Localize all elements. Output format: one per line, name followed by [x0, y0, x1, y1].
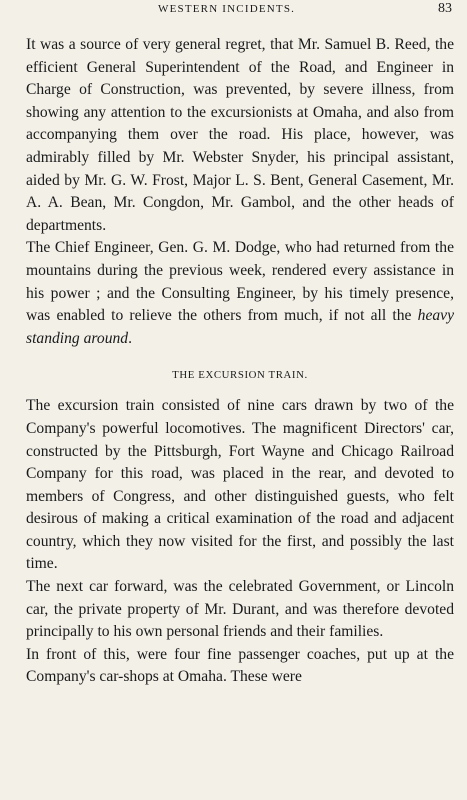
- paragraph-passenger-coaches: [26, 644, 454, 689]
- paragraph-end-punctuation: .: [128, 329, 132, 347]
- paragraph-text: The next car forward, was the celebrated Government, or Lincoln car, the private property of Mr. Durant, and was therefore devoted principally to his own personal friends and their families.: [26, 578, 454, 641]
- page-number: 83: [438, 1, 452, 16]
- paragraph-text: In front of this, were four fine passenger coaches, put up at the Company's car-shops at Omaha. These were: [26, 645, 454, 686]
- paragraph-text: The excursion train consisted of nine cars drawn by two of the Company's powerful locomotives. The magnificent Directors' car, constructed by the Pittsburgh, Fort Wayne and Chicago Railroad Company for this road, was placed in the rear, and devoted to members of Congress, and other distinguished guests, who felt desirous of making a critical examination of the road and adjacent country, which they now visited for the first, and possibly the last time.: [26, 397, 454, 573]
- running-title: WESTERN INCIDENTS.: [158, 3, 296, 15]
- paragraph-reed: [26, 34, 454, 237]
- paragraph-lincoln-car: [26, 576, 454, 644]
- italic-phrase: heavy standing around: [26, 307, 454, 347]
- paragraph-text: It was a source of very general regret, that Mr. Samuel B. Reed, the efficient General Superintendent of the Road, and Engineer in Charge of Construction, was prevented, by severe illness, from showing any attention to the excursionists at Omaha, and also from accompanying them over the road. His place, however, was admirably filled by Mr. Webster Snyder, his principal assistant, aided by Mr. G. W. Frost, Major L. S. Bent, General Casement, Mr. A. A. Bean, Mr. Congdon, Mr. Gambol, and the other heads of departments.: [26, 36, 454, 234]
- paragraph-dodge: [26, 237, 454, 350]
- body-text: [26, 34, 454, 689]
- paragraph-text: The Chief Engineer, Gen. G. M. Dodge, who had returned from the mountains during the previous week, rendered every assistance in his power ; and the Consulting Engineer, by his timely presence, was enabled to relieve the others from much, if not all the: [26, 239, 454, 325]
- paragraph-excursion-train: [26, 395, 454, 576]
- section-heading: THE EXCURSION TRAIN.: [172, 369, 308, 382]
- running-head: [0, 0, 467, 20]
